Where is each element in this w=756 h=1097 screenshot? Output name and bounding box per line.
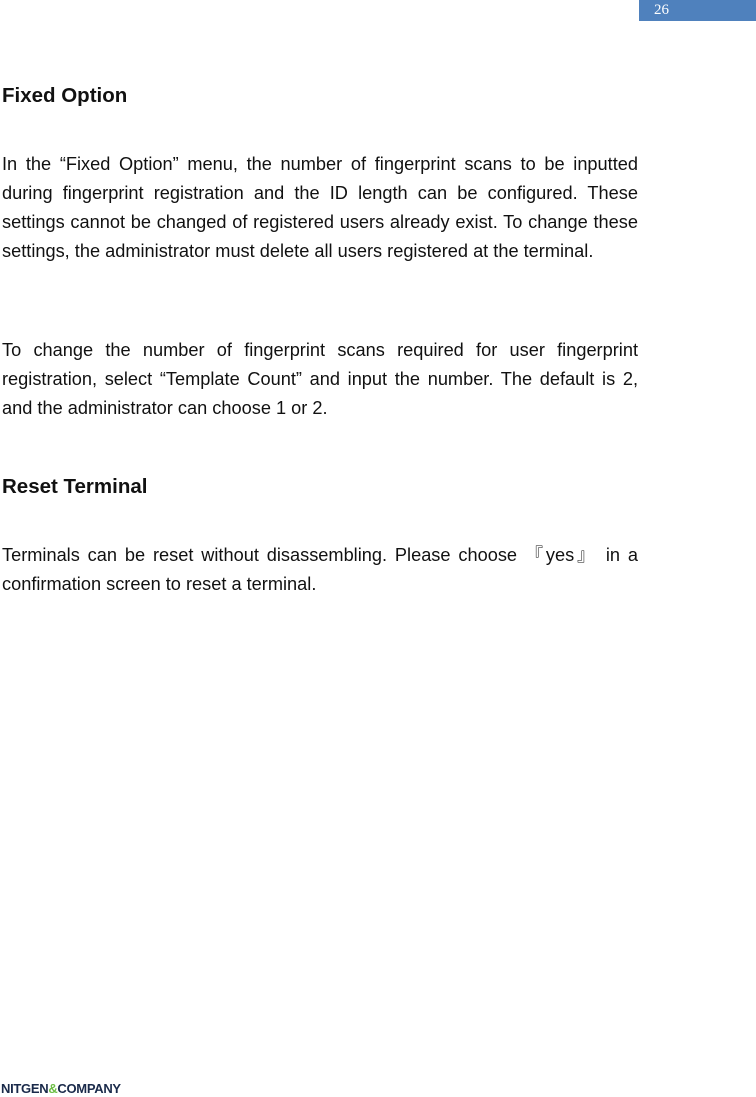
reset-terminal-heading: Reset Terminal	[2, 475, 148, 498]
page-number: 26	[639, 0, 756, 21]
fixed-option-heading: Fixed Option	[2, 84, 128, 107]
fixed-option-paragraph-1: In the “Fixed Option” menu, the number of fingerprint scans to be inputted during fingerprint registration and the ID length can be configured. These settings cannot be changed of registered users already exist. To change these settings, the administrator must delete all users registered at the terminal.	[2, 154, 638, 261]
company-logo	[1, 1081, 121, 1097]
reset-terminal-paragraph: Terminals can be reset without disassembling. Please choose 『yes』 in a confirmation screen to reset a terminal.	[2, 545, 638, 594]
logo-ampersand: &	[48, 1081, 58, 1096]
logo-text-company: COMPANY	[57, 1081, 121, 1096]
logo-text-nitgen: NITGEN	[1, 1081, 49, 1096]
fixed-option-paragraph-2: To change the number of fingerprint scans required for user fingerprint registration, select “Template Count” and input the number. The default is 2, and the administrator can choose 1 or 2.	[2, 340, 638, 418]
